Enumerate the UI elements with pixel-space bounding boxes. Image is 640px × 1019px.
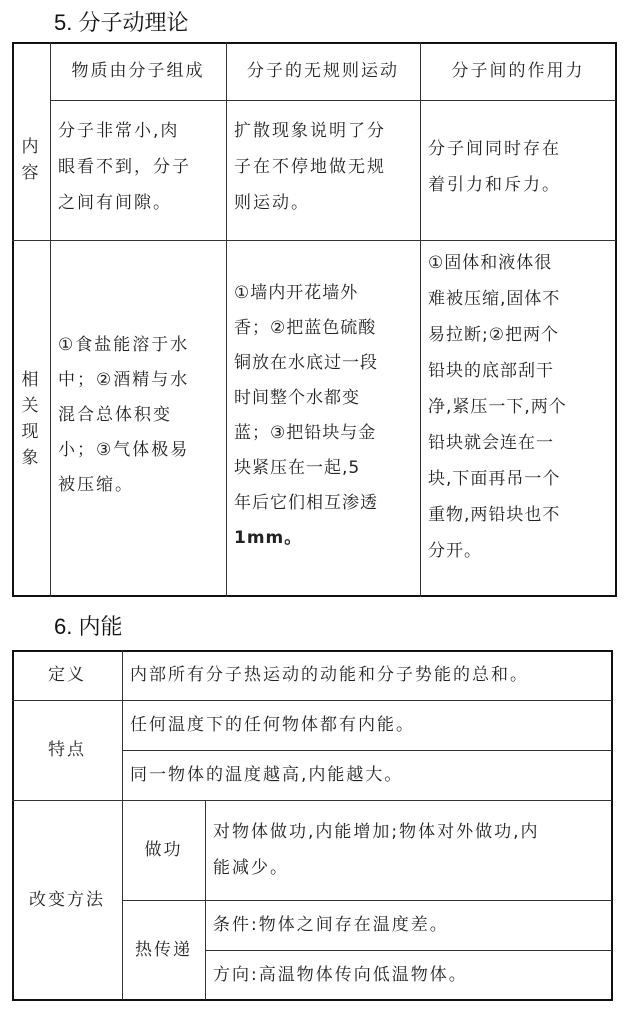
text-line: ①固体和液体很 xyxy=(428,253,553,273)
heat-label: 热传递 xyxy=(135,940,192,960)
text-line: 块,下面再吊一个 xyxy=(428,469,561,489)
text-line: 块紧压在一起,5 xyxy=(234,458,361,478)
row-label-content: 内容 xyxy=(21,137,41,183)
header-cell: 物质由分子组成 xyxy=(71,61,205,81)
features-label: 特点 xyxy=(48,740,86,760)
text-line: 分子非常小,肉 xyxy=(58,121,180,141)
text-line: 铅块的底部刮干 xyxy=(428,361,554,381)
phenomena-cell xyxy=(234,260,420,572)
text-line: 扩散现象说明了分 xyxy=(234,121,386,141)
text-line: 眼看不到，分子 xyxy=(58,157,191,177)
section-5-title: 5. 分子动理论 xyxy=(54,10,189,35)
text-line: 混合总体积变 xyxy=(58,404,172,425)
work-label: 做功 xyxy=(144,840,183,860)
section-6-title: 6. 内能 xyxy=(54,614,123,639)
feature-text: 任何温度下的任何物体都有内能。 xyxy=(130,715,415,735)
text-line: 年后它们相互渗透 xyxy=(234,493,378,513)
text-line: 铜放在水底过一段 xyxy=(234,353,378,373)
text-line: 能减少。 xyxy=(213,858,289,878)
divider xyxy=(226,42,227,597)
definition-label: 定义 xyxy=(48,665,86,685)
text-line: 净,紧压一下,两个 xyxy=(428,397,567,417)
text-line: 中；②酒精与水 xyxy=(58,369,190,390)
text-line: 蓝；③把铅块与金 xyxy=(234,423,377,443)
definition-text: 内部所有分子热运动的动能和分子势能的总和。 xyxy=(130,665,529,685)
feature-text: 同一物体的温度越高,内能越大。 xyxy=(130,765,404,785)
text-line: 之间有间隙。 xyxy=(58,193,172,213)
content-cell xyxy=(234,112,420,222)
text-line: 着引力和斥力。 xyxy=(428,175,561,195)
content-cell xyxy=(58,112,224,222)
header-cell: 分子的无规则运动 xyxy=(247,61,399,81)
text-line: ①墙内开花墙外 xyxy=(234,283,359,303)
header-cell: 分子间的作用力 xyxy=(451,61,585,81)
phenomena-cell xyxy=(428,232,614,582)
text-line: 时间整个水都变 xyxy=(234,388,360,408)
text-line: 分开。 xyxy=(428,541,482,561)
divider xyxy=(50,42,51,597)
text-line: 重物,两铅块也不 xyxy=(428,505,561,525)
content-cell xyxy=(428,112,614,222)
text-line: ①食盐能溶于水 xyxy=(58,334,190,355)
row-label-phenomena: 相关现象 xyxy=(21,369,41,468)
text-line: 对物体做功,内能增加;物体对外做功,内 xyxy=(213,822,540,842)
text-line: 子在不停地做无规 xyxy=(234,157,386,177)
divider xyxy=(50,100,616,101)
text-line: 小；③气体极易 xyxy=(58,439,190,460)
work-text xyxy=(213,800,611,900)
text-line: 易拉断;②把两个 xyxy=(428,325,559,345)
phenomena-cell xyxy=(58,260,224,570)
divider xyxy=(420,42,421,597)
text-line: 则运动。 xyxy=(234,193,310,213)
heat-direction: 方向:高温物体传向低温物体。 xyxy=(213,965,468,985)
text-line: 被压缩。 xyxy=(58,474,134,495)
text-line: 1mm。 xyxy=(234,528,303,548)
text-line: 铅块就会连在一 xyxy=(428,433,554,453)
methods-label: 改变方法 xyxy=(29,890,105,910)
text-line: 难被压缩,固体不 xyxy=(428,289,561,309)
text-line: 分子间同时存在 xyxy=(428,139,561,159)
heat-condition: 条件:物体之间存在温度差。 xyxy=(213,915,449,935)
text-line: 香；②把蓝色硫酸 xyxy=(234,318,377,338)
